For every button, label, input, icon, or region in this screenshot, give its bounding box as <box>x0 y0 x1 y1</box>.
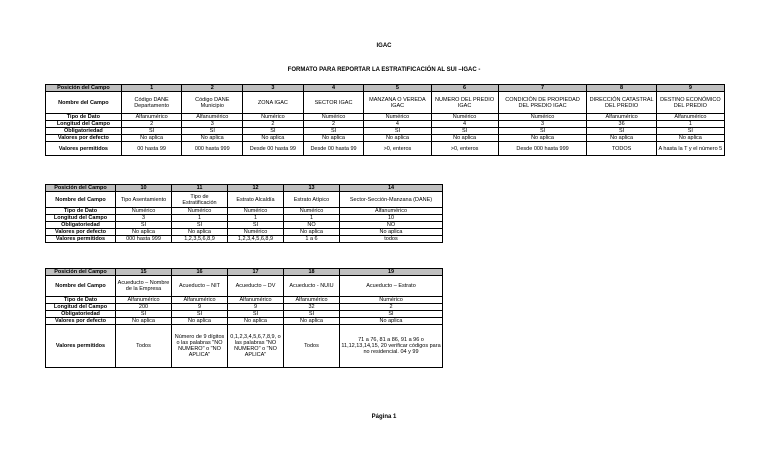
cell-type: Numérico <box>172 208 228 215</box>
cell-default: No aplica <box>182 135 243 142</box>
cell-required: SI <box>656 128 724 135</box>
cell-position: 3 <box>243 85 304 92</box>
cell-required: SI <box>303 128 364 135</box>
row-position <box>46 85 725 92</box>
cell-position: 1 <box>121 85 182 92</box>
cell-allowed: Desde 000 hasta 999 <box>498 142 587 156</box>
cell-name: Estrato Atípico <box>284 192 340 208</box>
row-label: Obligatoriedad <box>46 222 116 229</box>
cell-position: 17 <box>228 269 284 276</box>
cell-position: 8 <box>587 85 656 92</box>
cell-allowed: A hasta la T y el número 5 <box>656 142 724 156</box>
row-label: Longitud del Campo <box>46 215 116 222</box>
cell-length: 2 <box>340 304 443 311</box>
cell-name: Acueducto - NUIU <box>284 276 340 297</box>
cell-type: Alfanumérico <box>116 297 172 304</box>
cell-required: NO <box>284 222 340 229</box>
cell-required: SI <box>431 128 498 135</box>
cell-default: No aplica <box>284 229 340 236</box>
row-label: Posición del Campo <box>46 269 116 276</box>
cell-type: Alfanumérico <box>172 297 228 304</box>
row-label: Nombre del Campo <box>46 276 116 297</box>
cell-position: 9 <box>656 85 724 92</box>
cell-type: Numérico <box>303 114 364 121</box>
cell-allowed: 71 a 76, 81 a 86, 91 a 96 o 11,12,13,14,15, 20 verificar códigos para no residencial. 04 y 99 <box>340 325 443 368</box>
cell-name: Sector-Sección-Manzana (DANE) <box>340 192 443 208</box>
cell-position: 5 <box>364 85 431 92</box>
cell-allowed: todos <box>340 236 443 243</box>
cell-length: 4 <box>364 121 431 128</box>
cell-name: Estrato Alcaldía <box>228 192 284 208</box>
page-number: Página 1 <box>371 414 397 420</box>
cell-default: No aplica <box>228 318 284 325</box>
row-label: Valores permitidos <box>46 236 116 243</box>
cell-length: 36 <box>587 121 656 128</box>
cell-default: No aplica <box>116 318 172 325</box>
cell-default: No aplica <box>284 318 340 325</box>
cell-default: No aplica <box>121 135 182 142</box>
cell-name: DIRECCIÓN CATASTRAL DEL PREDIO <box>587 92 656 114</box>
row-label: Tipo de Dato <box>46 208 116 215</box>
row-label: Obligatoriedad <box>46 311 116 318</box>
cell-name: Tipo de Estratificación <box>172 192 228 208</box>
cell-allowed: 000 hasta 999 <box>182 142 243 156</box>
cell-length: 200 <box>116 304 172 311</box>
row-allowed <box>46 142 725 156</box>
row-name <box>46 92 725 114</box>
cell-type: Alfanumérico <box>182 114 243 121</box>
cell-default: No aplica <box>243 135 304 142</box>
cell-default: No aplica <box>340 318 443 325</box>
cell-default: Numérico <box>228 229 284 236</box>
cell-allowed: 1 a 6 <box>284 236 340 243</box>
cell-allowed: 1,2,3,4,5,6,8,9 <box>228 236 284 243</box>
cell-type: Alfanumérico <box>340 208 443 215</box>
cell-position: 14 <box>340 185 443 192</box>
cell-default: No aplica <box>340 229 443 236</box>
cell-required: SI <box>182 128 243 135</box>
cell-required: SI <box>498 128 587 135</box>
cell-allowed: Desde 00 hasta 99 <box>303 142 364 156</box>
cell-length: 2 <box>303 121 364 128</box>
cell-type: Numérico <box>116 208 172 215</box>
cell-length: 9 <box>228 304 284 311</box>
row-length <box>46 121 725 128</box>
cell-default: No aplica <box>303 135 364 142</box>
cell-position: 7 <box>498 85 587 92</box>
row-default <box>46 229 443 236</box>
cell-default: No aplica <box>498 135 587 142</box>
cell-length: 4 <box>431 121 498 128</box>
cell-default: No aplica <box>364 135 431 142</box>
cell-length: 3 <box>498 121 587 128</box>
row-name <box>46 192 443 208</box>
cell-name: Código DANE Departamento <box>121 92 182 114</box>
cell-name: Acueducto – Estrato <box>340 276 443 297</box>
cell-name: MANZANA O VEREDA IGAC <box>364 92 431 114</box>
row-label: Valores por defecto <box>46 318 116 325</box>
row-label: Valores por defecto <box>46 135 122 142</box>
row-type <box>46 114 725 121</box>
row-allowed <box>46 236 443 243</box>
row-label: Posición del Campo <box>46 85 122 92</box>
cell-required: SI <box>340 311 443 318</box>
row-label: Valores permitidos <box>46 142 122 156</box>
cell-type: Numérico <box>498 114 587 121</box>
cell-length: 2 <box>121 121 182 128</box>
cell-allowed: Todos <box>116 325 172 368</box>
cell-name: Acueducto – Nombre de la Empresa <box>116 276 172 297</box>
cell-type: Numérico <box>364 114 431 121</box>
cell-type: Alfanumérico <box>228 297 284 304</box>
cell-length: 1 <box>656 121 724 128</box>
cell-default: No aplica <box>116 229 172 236</box>
cell-length: 32 <box>284 304 340 311</box>
fields-table-1 <box>45 84 725 156</box>
row-type <box>46 297 443 304</box>
cell-name: DESTINO ECONÓMICO DEL PREDIO <box>656 92 724 114</box>
cell-name: Código DANE Municipio <box>182 92 243 114</box>
cell-default: No aplica <box>587 135 656 142</box>
row-required <box>46 222 443 229</box>
cell-position: 19 <box>340 269 443 276</box>
cell-length: 10 <box>340 215 443 222</box>
fields-table-3 <box>45 268 443 368</box>
cell-allowed: Todos <box>284 325 340 368</box>
cell-required: SI <box>284 311 340 318</box>
cell-allowed: >0, enteros <box>364 142 431 156</box>
cell-default: No aplica <box>172 318 228 325</box>
cell-type: Alfanumérico <box>121 114 182 121</box>
cell-allowed: 0,1,2,3,4,5,6,7,8,9, o las palabras "NO NUMERO" o "NO APLICA" <box>228 325 284 368</box>
cell-type: Numérico <box>243 114 304 121</box>
cell-type: Numérico <box>340 297 443 304</box>
cell-position: 12 <box>228 185 284 192</box>
cell-allowed: Desde 00 hasta 99 <box>243 142 304 156</box>
row-name <box>46 276 443 297</box>
row-length <box>46 215 443 222</box>
row-label: Longitud del Campo <box>46 304 116 311</box>
row-required <box>46 311 443 318</box>
cell-required: SI <box>228 311 284 318</box>
cell-required: SI <box>587 128 656 135</box>
cell-position: 13 <box>284 185 340 192</box>
cell-required: SI <box>116 222 172 229</box>
row-label: Nombre del Campo <box>46 192 116 208</box>
cell-length: 3 <box>116 215 172 222</box>
cell-type: Numérico <box>284 208 340 215</box>
row-label: Nombre del Campo <box>46 92 122 114</box>
cell-required: SI <box>172 311 228 318</box>
row-label: Posición del Campo <box>46 185 116 192</box>
row-default <box>46 318 443 325</box>
cell-length: 1 <box>284 215 340 222</box>
cell-required: NO <box>340 222 443 229</box>
cell-name: CONDICIÓN DE PROPIEDAD DEL PREDIO IGAC <box>498 92 587 114</box>
cell-default: No aplica <box>431 135 498 142</box>
cell-required: SI <box>116 311 172 318</box>
cell-name: ZONA IGAC <box>243 92 304 114</box>
cell-default: No aplica <box>172 229 228 236</box>
cell-type: Alfanumérico <box>656 114 724 121</box>
row-label: Longitud del Campo <box>46 121 122 128</box>
cell-position: 15 <box>116 269 172 276</box>
row-allowed <box>46 325 443 368</box>
cell-required: SI <box>228 222 284 229</box>
cell-allowed: >0, enteros <box>431 142 498 156</box>
cell-length: 3 <box>182 121 243 128</box>
cell-name: Acueducto – NIT <box>172 276 228 297</box>
cell-name: NUMERO DEL PREDIO IGAC <box>431 92 498 114</box>
row-label: Obligatoriedad <box>46 128 122 135</box>
cell-allowed: TODOS <box>587 142 656 156</box>
cell-allowed: Número de 9 dígitos o las palabras "NO NUMERO" o "NO APLICA" <box>172 325 228 368</box>
cell-type: Numérico <box>228 208 284 215</box>
cell-position: 10 <box>116 185 172 192</box>
cell-required: SI <box>121 128 182 135</box>
cell-name: SECTOR IGAC <box>303 92 364 114</box>
cell-length: 1 <box>172 215 228 222</box>
cell-type: Alfanumérico <box>284 297 340 304</box>
row-label: Valores por defecto <box>46 229 116 236</box>
cell-name: Acueducto – DV <box>228 276 284 297</box>
row-position <box>46 185 443 192</box>
document-title: FORMATO PARA REPORTAR LA ESTRATIFICACIÓN AL SUI –IGAC - <box>287 67 481 73</box>
row-length <box>46 304 443 311</box>
cell-position: 18 <box>284 269 340 276</box>
cell-type: Alfanumérico <box>587 114 656 121</box>
cell-position: 11 <box>172 185 228 192</box>
cell-required: SI <box>172 222 228 229</box>
cell-type: Numérico <box>431 114 498 121</box>
document-org-title: IGAC <box>376 43 392 49</box>
cell-name: Tipo Asentamiento <box>116 192 172 208</box>
row-required <box>46 128 725 135</box>
row-label: Valores permitidos <box>46 325 116 368</box>
cell-position: 16 <box>172 269 228 276</box>
cell-position: 6 <box>431 85 498 92</box>
cell-required: SI <box>243 128 304 135</box>
cell-length: 9 <box>172 304 228 311</box>
cell-length: 1 <box>228 215 284 222</box>
cell-position: 4 <box>303 85 364 92</box>
fields-table-2 <box>45 184 443 243</box>
row-default <box>46 135 725 142</box>
row-label: Tipo de Dato <box>46 297 116 304</box>
row-position <box>46 269 443 276</box>
row-type <box>46 208 443 215</box>
cell-allowed: 000 hasta 999 <box>116 236 172 243</box>
cell-allowed: 1,2,3,5,6,8,9 <box>172 236 228 243</box>
cell-length: 2 <box>243 121 304 128</box>
row-label: Tipo de Dato <box>46 114 122 121</box>
cell-position: 2 <box>182 85 243 92</box>
cell-default: No aplica <box>656 135 724 142</box>
cell-allowed: 00 hasta 99 <box>121 142 182 156</box>
cell-required: SI <box>364 128 431 135</box>
